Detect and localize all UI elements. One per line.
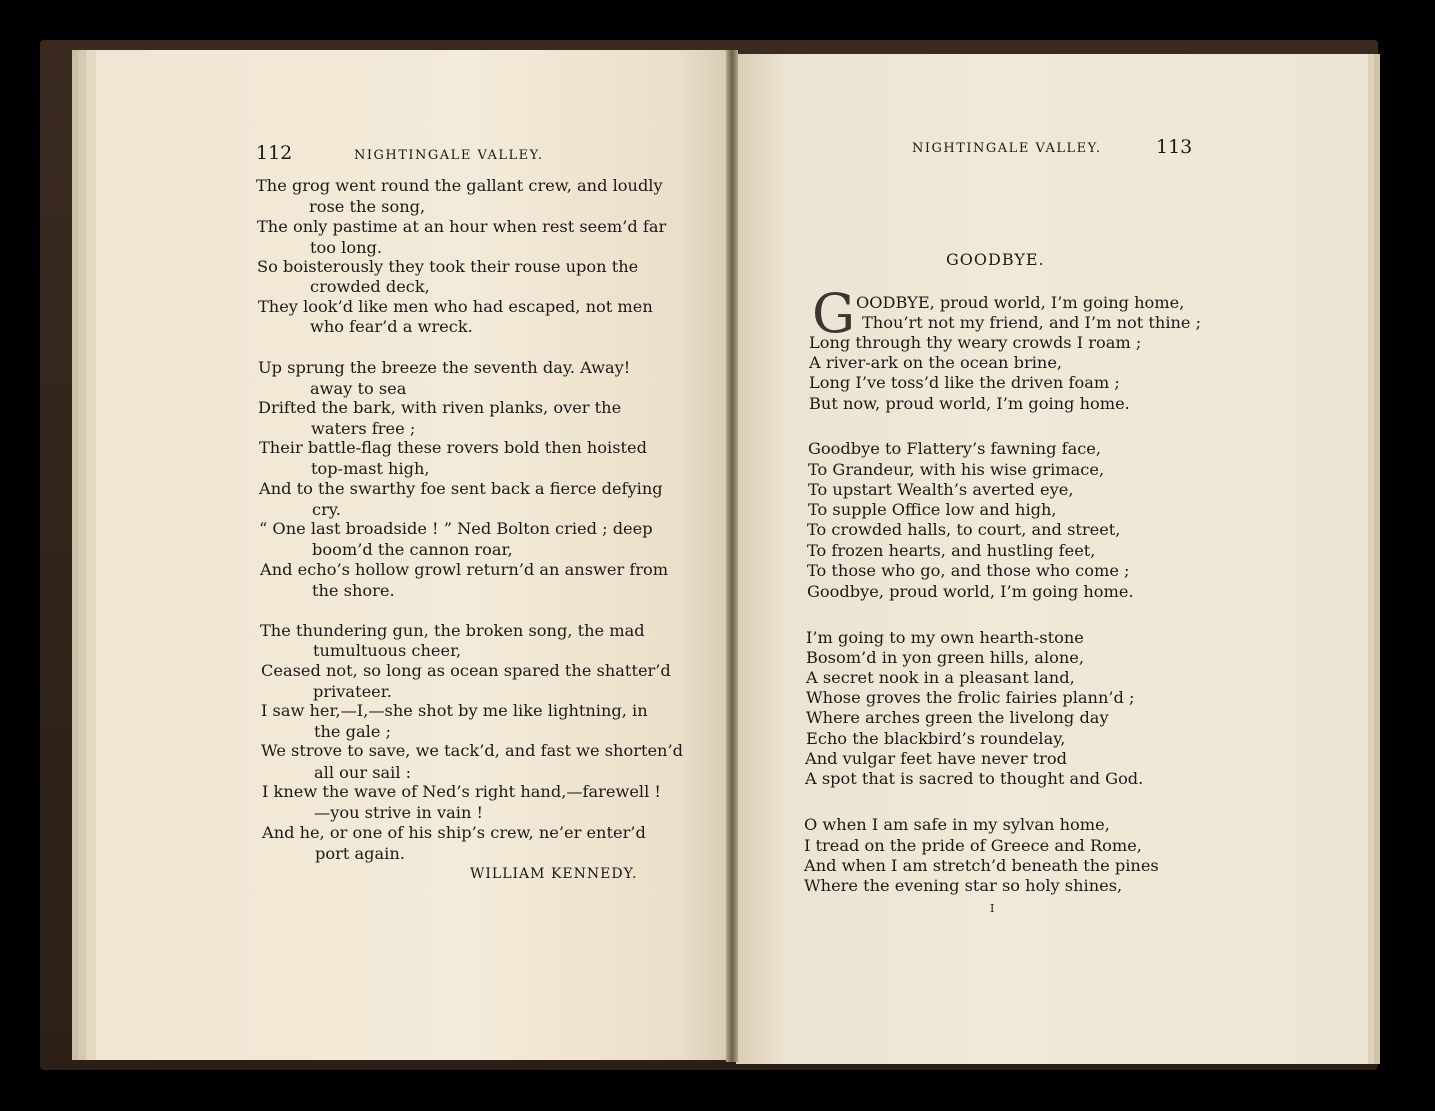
right-line: I’m going to my own hearth-stone (806, 628, 1084, 647)
right-line: O when I am safe in my sylvan home, (804, 815, 1110, 834)
right-line: And vulgar feet have never trod (805, 749, 1067, 768)
left-line: Up sprung the breeze the seventh day. Away! (258, 358, 631, 377)
left-signature: WILLIAM KENNEDY. (470, 866, 638, 882)
left-line: crowded deck, (310, 277, 430, 296)
left-line: top-mast high, (311, 459, 430, 478)
right-line: Long I’ve toss’d like the driven foam ; (809, 373, 1120, 392)
left-line: Ceased not, so long as ocean spared the shatter’d (261, 661, 671, 680)
right-line: Long through thy weary crowds I roam ; (809, 333, 1142, 352)
right-line: Where arches green the livelong day (806, 708, 1109, 727)
right-line: Echo the blackbird’s roundelay, (806, 729, 1066, 748)
left-running-head: NIGHTINGALE VALLEY. (354, 148, 544, 163)
right-line: Where the evening star so holy shines, (804, 876, 1123, 895)
left-line: “ One last broadside ! ” Ned Bolton cried ; deep (259, 519, 653, 538)
right-running-head: NIGHTINGALE VALLEY. (912, 141, 1102, 156)
left-line: I saw her,—I,—she shot by me like lightning, in (261, 701, 648, 720)
left-page-number: 112 (256, 142, 293, 164)
left-line: boom’d the cannon roar, (312, 540, 513, 559)
left-line: who fear’d a wreck. (310, 317, 473, 336)
right-line: But now, proud world, I’m going home. (809, 394, 1130, 413)
left-line: And he, or one of his ship’s crew, ne’er enter’d (262, 823, 646, 842)
right-line: A river-ark on the ocean brine, (809, 353, 1063, 372)
signature-mark: I (990, 902, 995, 915)
left-line: privateer. (313, 682, 392, 701)
left-line: all our sail : (314, 763, 412, 782)
left-line: And echo’s hollow growl return’d an answer from (260, 560, 669, 579)
right-line: Goodbye, proud world, I’m going home. (807, 582, 1134, 601)
left-line: —you strive in vain ! (314, 803, 484, 822)
left-line: Their battle-flag these rovers bold then hoisted (259, 438, 647, 457)
right-line: I tread on the pride of Greece and Rome, (804, 836, 1142, 855)
left-line: port again. (315, 844, 405, 863)
right-line: To frozen hearts, and hustling feet, (807, 541, 1096, 560)
right-line: Thou’rt not my friend, and I’m not thine ; (862, 313, 1202, 332)
left-line: The grog went round the gallant crew, and loudly (256, 176, 663, 195)
poem-title: GOODBYE. (946, 250, 1045, 269)
right-line: A spot that is sacred to thought and God. (805, 769, 1144, 788)
right-line: A secret nook in a pleasant land, (806, 668, 1075, 687)
right-line: To upstart Wealth’s averted eye, (808, 480, 1074, 499)
right-page-number: 113 (1156, 136, 1193, 158)
left-line: cry. (312, 500, 341, 519)
left-line: too long. (310, 238, 382, 257)
right-line: To Grandeur, with his wise grimace, (808, 460, 1105, 479)
right-line: To crowded halls, to court, and street, (807, 520, 1121, 539)
right-line: OODBYE, proud world, I’m going home, (856, 293, 1185, 312)
right-line: To those who go, and those who come ; (807, 561, 1130, 580)
right-line: And when I am stretch’d beneath the pines (804, 856, 1159, 875)
left-line: the shore. (312, 581, 395, 600)
left-line: tumultuous cheer, (313, 641, 462, 660)
left-line: So boisterously they took their rouse upon the (257, 257, 639, 276)
left-line: They look’d like men who had escaped, not men (258, 297, 653, 316)
right-line: To supple Office low and high, (808, 500, 1057, 519)
left-line: I knew the wave of Ned’s right hand,—farewell ! (262, 782, 661, 801)
right-line: Whose groves the frolic fairies plann’d ; (806, 688, 1135, 707)
left-line: The thundering gun, the broken song, the mad (260, 621, 645, 640)
left-line: And to the swarthy foe sent back a fierce defying (259, 479, 663, 498)
left-line: We strove to save, we tack’d, and fast we shorten’d (261, 741, 683, 760)
left-line: The only pastime at an hour when rest seem’d far (257, 217, 667, 236)
left-line: waters free ; (311, 419, 416, 438)
drop-cap: G (812, 282, 856, 345)
right-line: Goodbye to Flattery’s fawning face, (808, 439, 1102, 458)
left-line: Drifted the bark, with riven planks, over the (258, 398, 622, 417)
left-line: away to sea (310, 379, 407, 398)
left-line: rose the song, (309, 197, 426, 216)
left-line: the gale ; (314, 722, 392, 741)
right-line: Bosom’d in yon green hills, alone, (806, 648, 1085, 667)
